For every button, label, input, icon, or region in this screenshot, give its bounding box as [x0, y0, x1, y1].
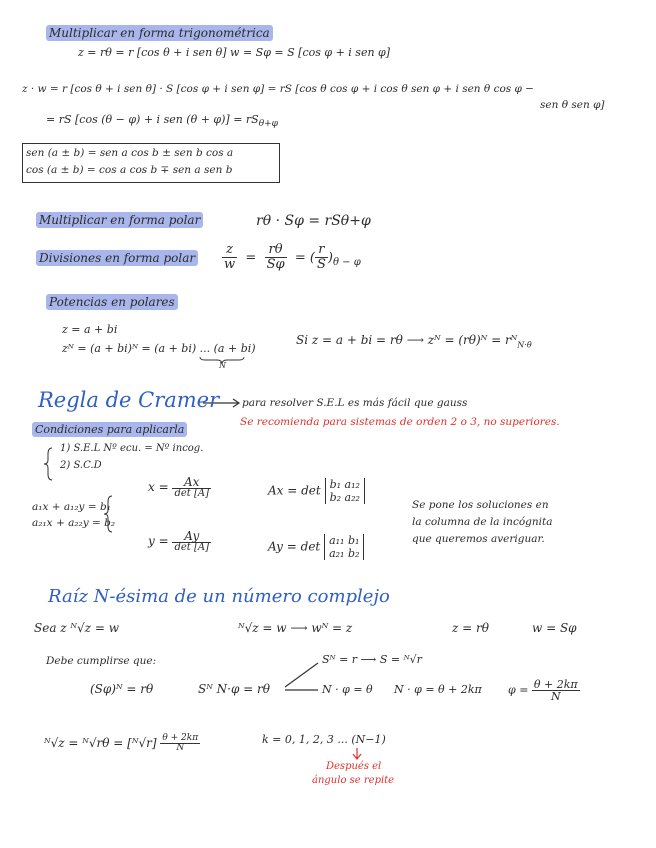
cramer-red-note: Se recomienda para sistemas de orden 2 o 3, no superiores.: [240, 416, 560, 428]
section-title-trig-mult: Multiplicar en forma trigonométrica: [46, 27, 273, 39]
section-title-powers: Potencias en polares: [46, 296, 178, 308]
identity-cos: cos (a ± b) = cos a cos b ∓ sen a sen b: [26, 164, 233, 176]
system-eq-1: a₁x + a₁₂y = b₁: [32, 501, 111, 513]
identity-sen: sen (a ± b) = sen a cos b ± sen b cos a: [26, 147, 234, 159]
root-eq-2: z = rθ: [452, 621, 489, 635]
trig-line-2b: sen θ sen φ]: [540, 99, 605, 111]
cramer-note-2: la columna de la incógnita: [412, 516, 553, 528]
power-line-2: zᴺ = (a + bi)ᴺ = (a + bi) ... (a + bi): [62, 342, 256, 355]
root-final: ᴺ√z = ᴺ√rθ = [ᴺ√r] $\frac{\theta + 2k\pi}{N}$: [44, 733, 199, 753]
section-title-polar-div: Divisiones en forma polar: [36, 252, 198, 264]
root-eq-3: w = Sφ: [532, 621, 577, 635]
root-k-values: k = 0, 1, 2, 3 ... (N−1): [262, 733, 386, 746]
root-angle-2: N · φ = θ + 2kπ: [394, 683, 482, 696]
root-red-note-2: ángulo se repite: [312, 775, 395, 786]
trig-line-3: = rS [cos (θ − φ) + i sen $(\theta + \varphi)] = rS_{\theta+\varphi}$: [46, 113, 278, 130]
cramer-note-1: Se pone los soluciones en: [412, 499, 549, 511]
root-power-1: (Sφ)ᴺ = rθ: [90, 682, 154, 696]
cramer-condition-1: 1) S.E.L Nº ecu. = Nº incog.: [60, 443, 204, 454]
polar-div-equation: $\frac{z}{w}$ = $\frac{r\theta}{S\varphi}$ = ( $\frac{r}{S}$ )$_{\theta - \varphi}$: [224, 242, 361, 273]
system-eq-2: a₂₁x + a₂₂y = b₂: [32, 517, 116, 529]
power-rhs: Si z = a + bi = rθ ⟶ zᴺ = (rθ)ᴺ = rᴺ$_{N\cdot\theta}$: [296, 333, 532, 350]
frac-r-over-s: $\frac{r}{S}$: [316, 242, 326, 273]
power-line-1: z = a + bi: [62, 323, 118, 336]
root-debe: Debe cumplirse que:: [46, 655, 157, 667]
root-phi-formula: φ = $\frac{\theta + 2k\pi}{N}$: [508, 678, 578, 703]
root-power-2: Sᴺ N·φ = rθ: [198, 682, 271, 696]
polar-mult-equation: rθ · Sφ = rSθ+φ: [256, 213, 371, 229]
root-sea: Sea z ᴺ√z = w: [34, 621, 119, 635]
root-modulus: Sᴺ = r ⟶ S = ᴺ√r: [322, 653, 422, 666]
cramer-y-formula: y = $\frac{Ay}{\det [A]}$: [148, 529, 210, 553]
power-underbrace-n: N: [219, 361, 226, 370]
cramer-condition-2: 2) S.C.D: [60, 460, 102, 471]
root-angle-1: N · φ = θ: [322, 683, 373, 696]
section-title-polar-mult: Multiplicar en forma polar: [36, 214, 203, 226]
section-title-nth-root: Raíz N-ésima de un número complejo: [48, 586, 390, 607]
cramer-conditions-title: Condiciones para aplicarla: [32, 424, 187, 435]
cramer-x-formula: x = $\frac{Ax}{\det [A]}$: [148, 475, 210, 499]
cramer-note-3: que queremos averiguar.: [412, 533, 545, 545]
frac-z-w: $\frac{z}{w}$: [224, 242, 236, 273]
frac-r-s: $\frac{r\theta}{S\varphi}$: [266, 242, 285, 273]
cramer-arrow-note: para resolver S.E.L es más fácil que gauss: [242, 397, 468, 409]
trig-line-2: z · w = r [cos θ + i sen θ] · S [cos φ + i sen φ] = rS [cos θ cos φ + i cos θ sen φ + i sen θ cos φ −: [22, 83, 534, 95]
trig-line-1: z = rθ = r [cos θ + i sen θ] w = Sφ = S [cos φ + i sen φ]: [78, 46, 391, 59]
section-title-cramer: Regla de Cramer: [38, 388, 220, 412]
cramer-ax-det: Ax = det b₁ a₁₂ b₂ a₂₂: [268, 478, 365, 504]
root-eq-1: ᴺ√z = w ⟶ wᴺ = z: [238, 621, 353, 635]
root-red-note-1: Después el: [326, 761, 382, 772]
cramer-ay-det: Ay = det a₁₁ b₁ a₂₁ b₂: [268, 534, 364, 560]
